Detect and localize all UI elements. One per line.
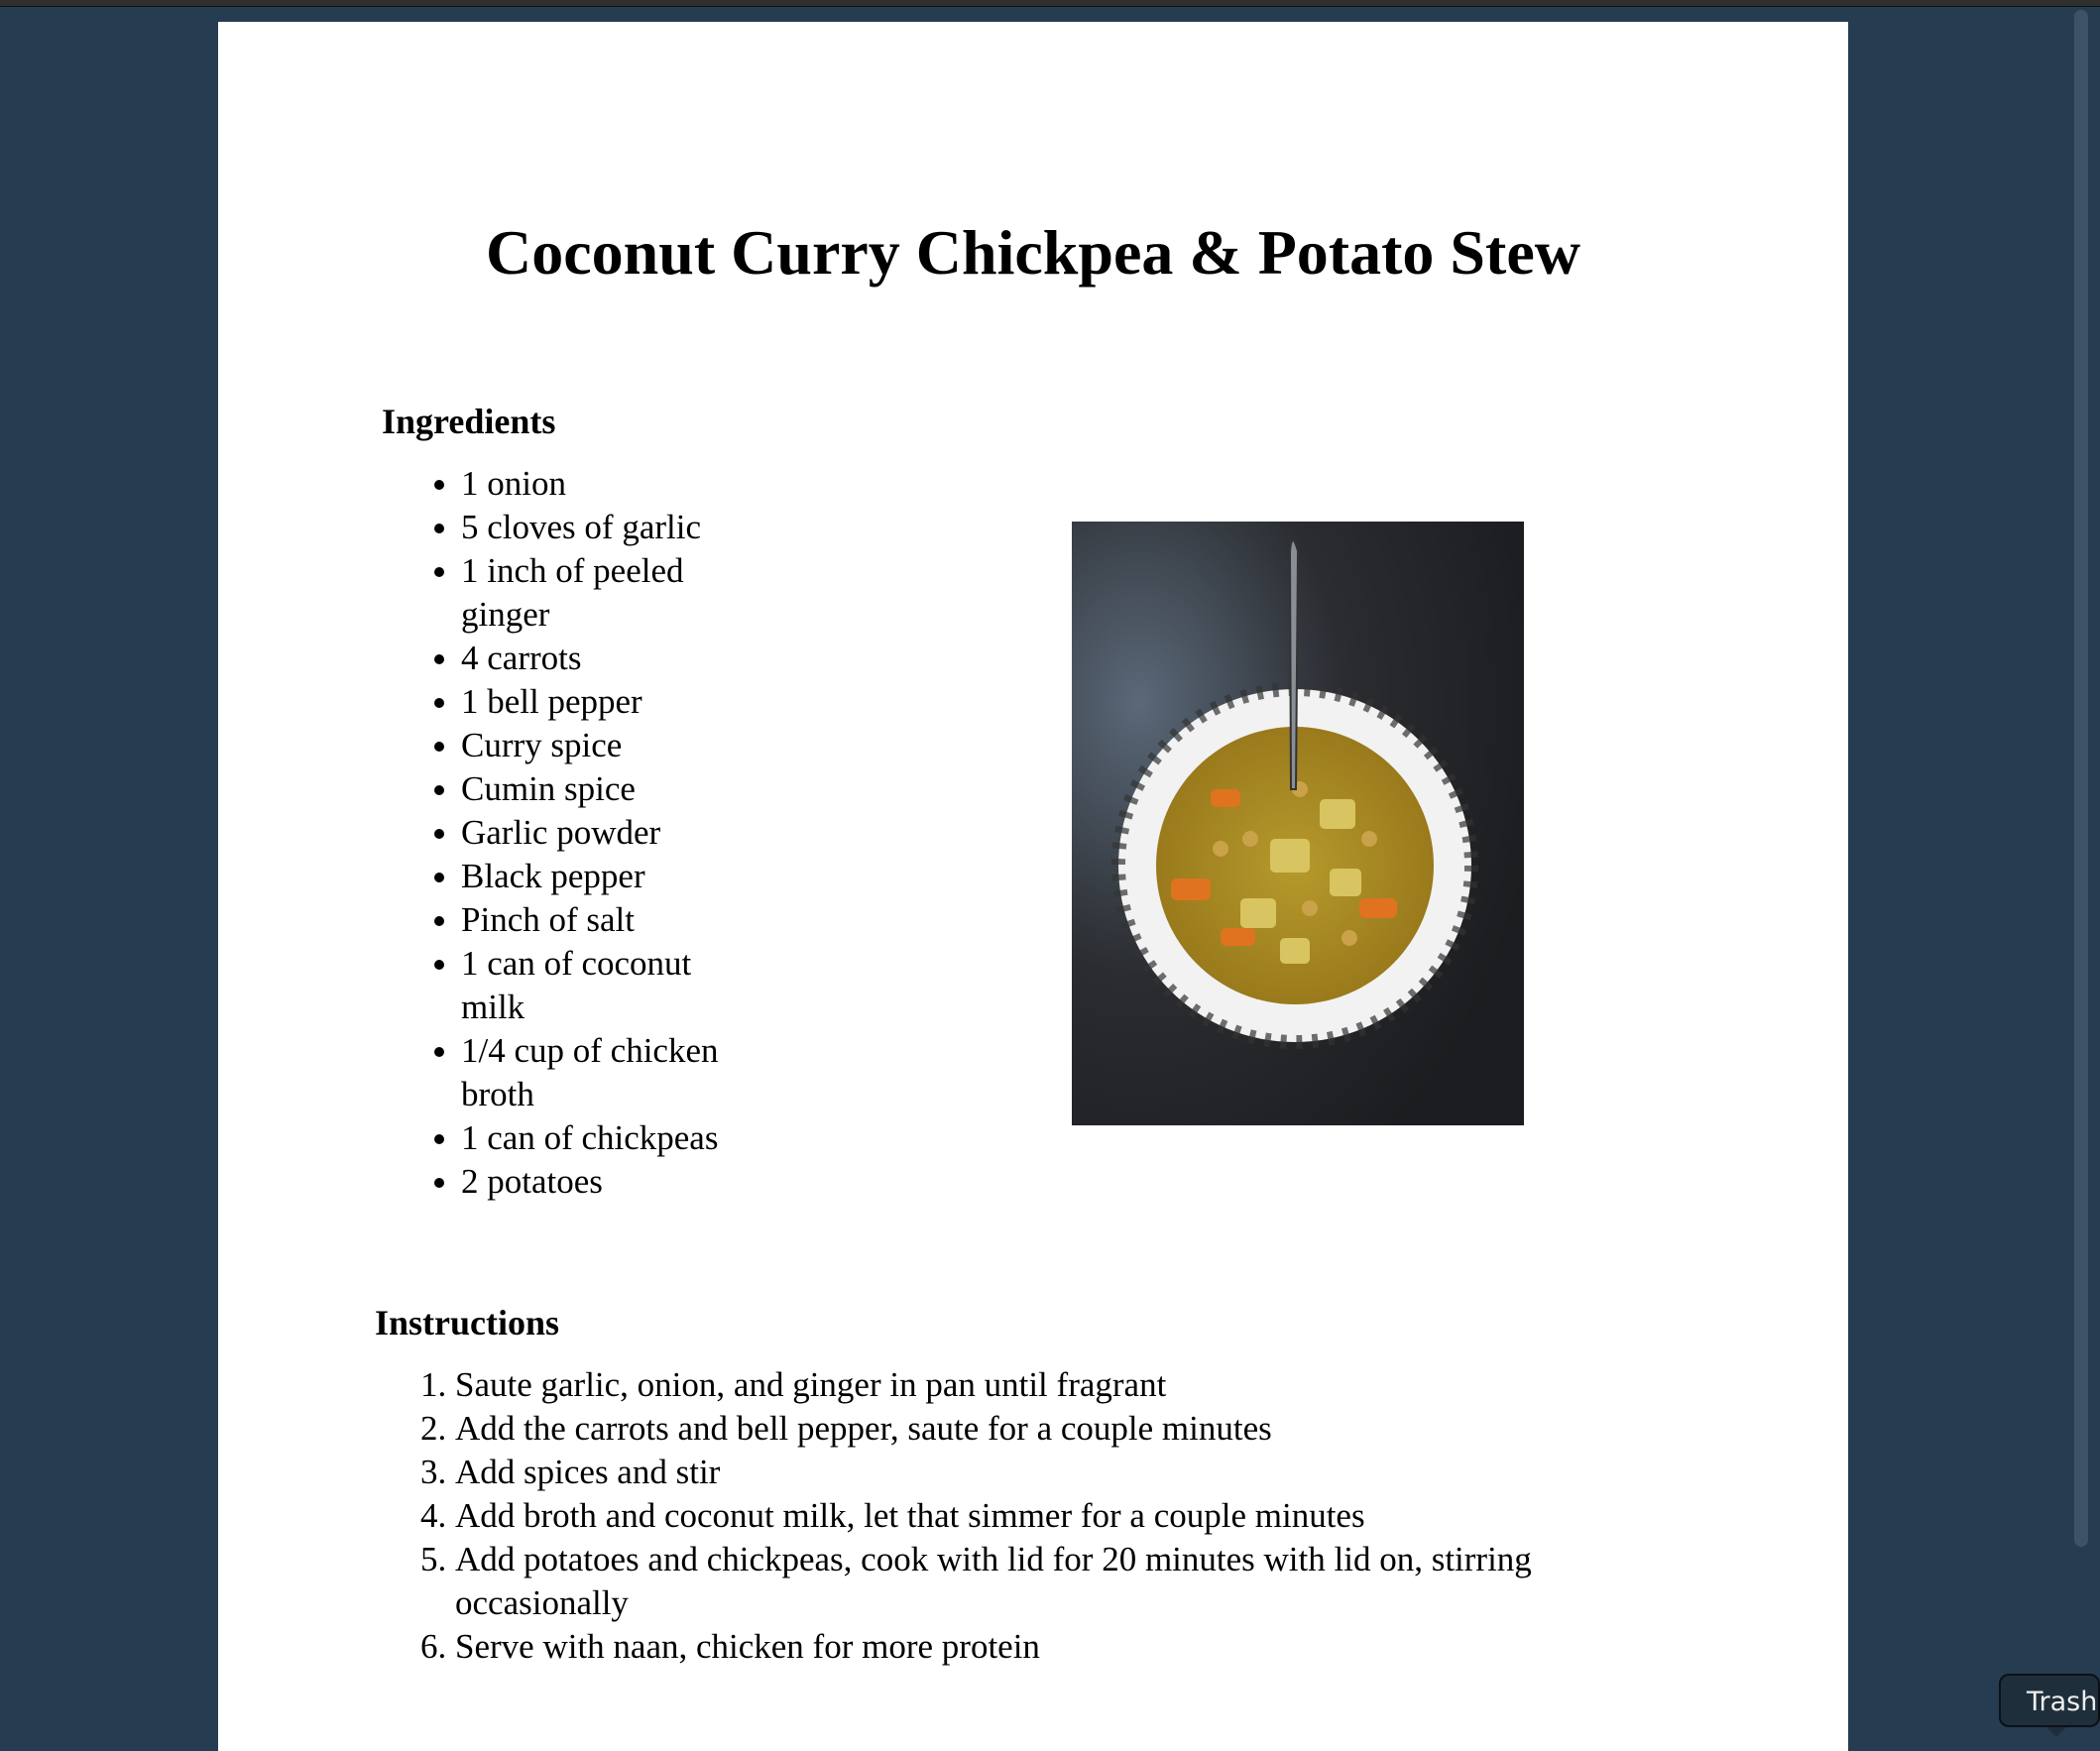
document-page	[218, 22, 1848, 1751]
ingredient-item: • 2 potatoes	[461, 1160, 749, 1204]
window-top-bar	[0, 0, 2100, 7]
instruction-step: 6. Serve with naan, chicken for more protein	[455, 1625, 1566, 1669]
ingredient-item: • Curry spice	[461, 724, 749, 767]
ingredient-item: • Black pepper	[461, 855, 749, 898]
instruction-step: 3. Add spices and stir	[455, 1451, 1566, 1494]
instruction-step: 5. Add potatoes and chickpeas, cook with lid for 20 minutes with lid on, stirring occasionally	[455, 1538, 1566, 1625]
ingredient-item: • 1/4 cup of chicken broth	[461, 1029, 749, 1116]
ingredient-item: • 4 carrots	[461, 637, 749, 680]
instruction-step: 2. Add the carrots and bell pepper, saute for a couple minutes	[455, 1407, 1566, 1451]
scrollbar[interactable]	[2074, 10, 2088, 1547]
instruction-step: 4. Add broth and coconut milk, let that simmer for a couple minutes	[455, 1494, 1566, 1538]
ingredient-item: • 1 onion	[461, 462, 749, 506]
ingredient-item: • 1 bell pepper	[461, 680, 749, 724]
instructions-list	[336, 1363, 1566, 1669]
page-title: Coconut Curry Chickpea & Potato Stew	[486, 217, 1580, 288]
instruction-step: 1. Saute garlic, onion, and ginger in pan until fragrant	[455, 1363, 1566, 1407]
ingredients-heading: Ingredients	[382, 402, 556, 441]
ingredient-item: • Cumin spice	[461, 767, 749, 811]
ingredient-item: • 5 cloves of garlic	[461, 506, 749, 549]
ingredient-item: • 1 can of chickpeas	[461, 1116, 749, 1160]
trash-tooltip: Trash	[1999, 1674, 2100, 1727]
ingredients-list	[342, 462, 749, 1204]
instructions-heading: Instructions	[375, 1303, 560, 1342]
ingredient-item: • Garlic powder	[461, 811, 749, 855]
ingredient-item: • 1 inch of peeled ginger	[461, 549, 749, 637]
ingredient-item: • Pinch of salt	[461, 898, 749, 942]
ingredient-item: • 1 can of coconut milk	[461, 942, 749, 1029]
stew-photo	[1072, 522, 1524, 1125]
